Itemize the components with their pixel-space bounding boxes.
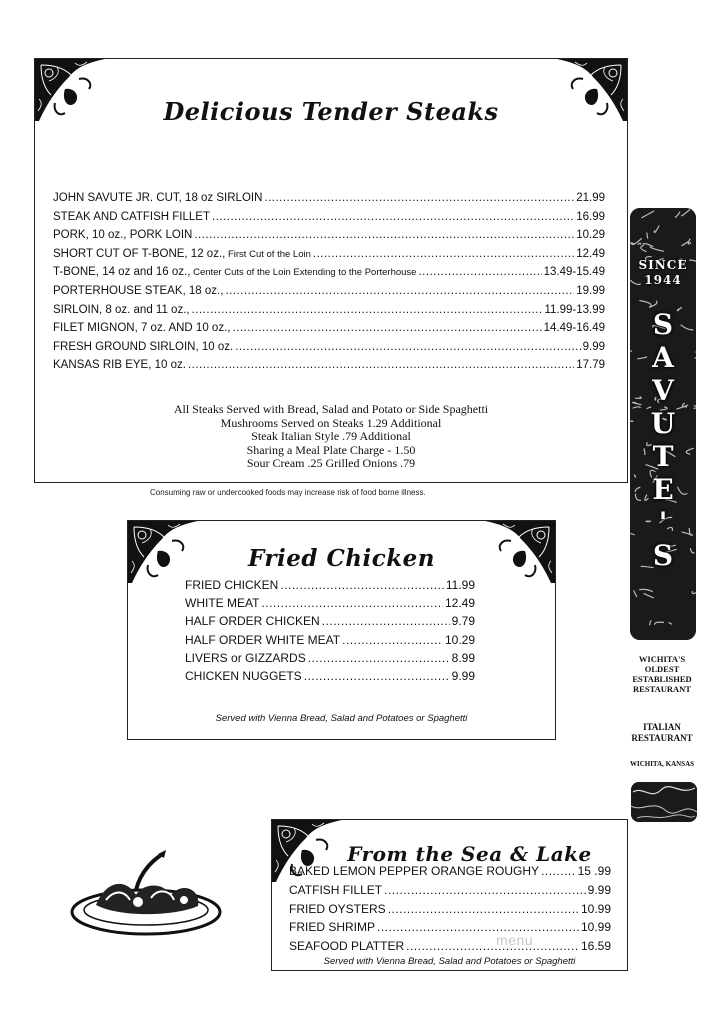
item-description: Center Cuts of the Loin Extending to the Porterhouse [190, 267, 417, 279]
item-name: JOHN SAVUTE JR. CUT, 18 oz SIRLOIN [53, 192, 263, 204]
item-name: PORTERHOUSE STEAK, 18 oz., [53, 284, 224, 297]
item-name: HALF ORDER WHITE MEAT [185, 632, 341, 647]
brand-name-vertical [630, 308, 696, 572]
chicken-list [185, 578, 475, 687]
marble-chip-texture [631, 782, 697, 822]
item-name: SEAFOOD PLATTER [289, 939, 405, 954]
menu-item [53, 248, 605, 267]
side-text-line: RESTAURANT [631, 733, 693, 743]
dot-leader [541, 864, 576, 878]
dot-leader [194, 229, 574, 241]
item-name: SHORT CUT OF T-BONE, 12 oz., First Cut of the Loin [53, 247, 311, 260]
steaks-notes [35, 403, 627, 471]
steak-note-line: All Steaks Served with Bread, Salad and Potato or Side Spaghetti [173, 402, 489, 416]
marble-chip [631, 782, 697, 822]
item-price: 15 .99 [577, 864, 611, 878]
chicken-section [127, 520, 556, 740]
brand-letter: E [652, 473, 674, 506]
item-description: First Cut of the Loin [225, 248, 311, 260]
menu-item [53, 266, 605, 285]
dot-leader [313, 248, 574, 260]
brand-letter: S [652, 308, 674, 341]
tagline [612, 654, 712, 694]
food-safety-disclaimer: Consuming raw or undercooked foods may increase risk of food borne illness. [150, 488, 426, 497]
dot-leader [192, 304, 543, 316]
item-name: PORK, 10 oz., PORK LOIN [53, 229, 193, 242]
item-name: BAKED LEMON PEPPER ORANGE ROUGHY [289, 864, 540, 878]
seafood-section [271, 819, 628, 971]
steak-note-line: Sour Cream .25 Grilled Onions .79 [246, 456, 416, 470]
item-price: 12.49 [444, 596, 475, 611]
menu-item [53, 229, 605, 248]
item-price: 19.99 [576, 284, 605, 297]
menu-item [53, 192, 605, 211]
item-name: LIVERS or GIZZARDS [185, 650, 306, 665]
menu-item [53, 211, 605, 230]
since-label [634, 258, 692, 288]
item-name: FRIED SHRIMP [289, 920, 376, 935]
item-price: 12.49 [576, 247, 605, 260]
dot-leader [322, 614, 450, 628]
dot-leader [261, 596, 443, 610]
item-price: 8.99 [451, 650, 475, 665]
dot-leader [232, 322, 541, 334]
steak-note-line: Mushrooms Served on Steaks 1.29 Additional [220, 415, 442, 430]
brand-letter: U [650, 407, 676, 440]
item-name: FRIED OYSTERS [289, 901, 386, 916]
brand-letter: A [652, 341, 674, 374]
menu-item [185, 633, 475, 651]
menu-item [289, 920, 611, 939]
item-price: 9.99 [587, 882, 611, 897]
dot-leader [384, 883, 586, 897]
side-text-line: ITALIAN [643, 722, 681, 732]
dot-leader [212, 211, 574, 223]
item-name: CHICKEN NUGGETS [185, 668, 302, 683]
item-price: 16.99 [576, 210, 605, 223]
dot-leader [342, 633, 443, 647]
menu-item [53, 359, 605, 378]
dot-leader [308, 651, 450, 665]
dot-leader [377, 920, 579, 934]
menu-item [53, 285, 605, 304]
item-price: 10.29 [576, 229, 605, 242]
item-price: 11.99-13.99 [544, 303, 605, 316]
menu-item [185, 578, 475, 596]
menu-item [53, 322, 605, 341]
brand-panel [630, 208, 696, 640]
dot-leader [264, 192, 574, 204]
side-text-line: ESTABLISHED [632, 674, 692, 684]
item-price: 9.99 [582, 340, 605, 353]
menu-item [289, 883, 611, 902]
item-name: T-BONE, 14 oz and 16 oz., Center Cuts of the Loin Extending to the Porterhouse [53, 266, 417, 279]
item-price: 16.59 [580, 939, 611, 954]
brand-letter: V [652, 374, 674, 407]
cuisine-label [612, 722, 712, 744]
brand-letter: ' [658, 506, 668, 539]
since-year: 1944 [644, 273, 682, 287]
chicken-note: Served with Vienna Bread, Salad and Potatoes or Spaghetti [215, 713, 468, 724]
item-name: WHITE MEAT [185, 596, 260, 611]
steaks-title: Delicious Tender Steaks [163, 97, 499, 126]
since-word: SINCE [638, 258, 688, 272]
item-price: 10.99 [580, 920, 611, 935]
side-text-line: OLDEST [644, 664, 680, 674]
item-price: 11.99 [445, 578, 475, 592]
item-price: 9.79 [451, 614, 475, 629]
watermark: menu [496, 932, 534, 948]
dot-leader [418, 266, 541, 278]
dot-leader [188, 359, 574, 371]
seafood-plate-illustration [66, 850, 226, 940]
dot-leader [406, 939, 579, 953]
menu-item [185, 651, 475, 669]
steak-note-line: Sharing a Meal Plate Charge - 1.50 [246, 442, 416, 457]
item-name: FRESH GROUND SIRLOIN, 10 oz. [53, 340, 234, 353]
seafood-list [289, 864, 611, 958]
brand-letter: S [652, 539, 674, 572]
dot-leader [388, 902, 579, 916]
location-label: WICHITA, KANSAS [629, 760, 695, 768]
item-price: 10.99 [580, 901, 611, 916]
seafood-title: From the Sea & Lake [347, 842, 592, 866]
menu-item [289, 864, 611, 883]
menu-item [185, 614, 475, 632]
side-text-line: RESTAURANT [633, 684, 691, 694]
item-name: FILET MIGNON, 7 oz. AND 10 oz., [53, 322, 231, 335]
item-price: 21.99 [576, 192, 605, 204]
seafood-note: Served with Vienna Bread, Salad and Potatoes or Spaghetti [323, 956, 576, 967]
dot-leader [235, 341, 580, 353]
item-name: SIRLOIN, 8 oz. and 11 oz., [53, 303, 190, 316]
menu-item [185, 596, 475, 614]
item-name: FRIED CHICKEN [185, 578, 279, 592]
side-text-line: WICHITA'S [638, 654, 686, 664]
menu-item [53, 304, 605, 323]
item-name: HALF ORDER CHICKEN [185, 614, 320, 629]
dot-leader [225, 285, 574, 297]
menu-item [289, 902, 611, 921]
steaks-section [34, 58, 628, 483]
dot-leader [280, 578, 444, 592]
item-name: STEAK AND CATFISH FILLET [53, 210, 210, 223]
item-price: 13.49-15.49 [543, 266, 605, 279]
brand-letter: T [652, 440, 674, 473]
item-price: 10.29 [444, 632, 475, 647]
steaks-list [53, 192, 605, 378]
chicken-title: Fried Chicken [247, 545, 436, 572]
item-price: 14.49-16.49 [543, 322, 605, 335]
item-name: CATFISH FILLET [289, 882, 383, 897]
item-price: 17.79 [576, 359, 605, 372]
menu-item [53, 341, 605, 360]
steak-note-line: Steak Italian Style .79 Additional [251, 429, 411, 443]
item-name: KANSAS RIB EYE, 10 oz. [53, 359, 186, 372]
menu-item [185, 669, 475, 687]
item-price: 9.99 [451, 668, 475, 683]
dot-leader [304, 669, 450, 683]
